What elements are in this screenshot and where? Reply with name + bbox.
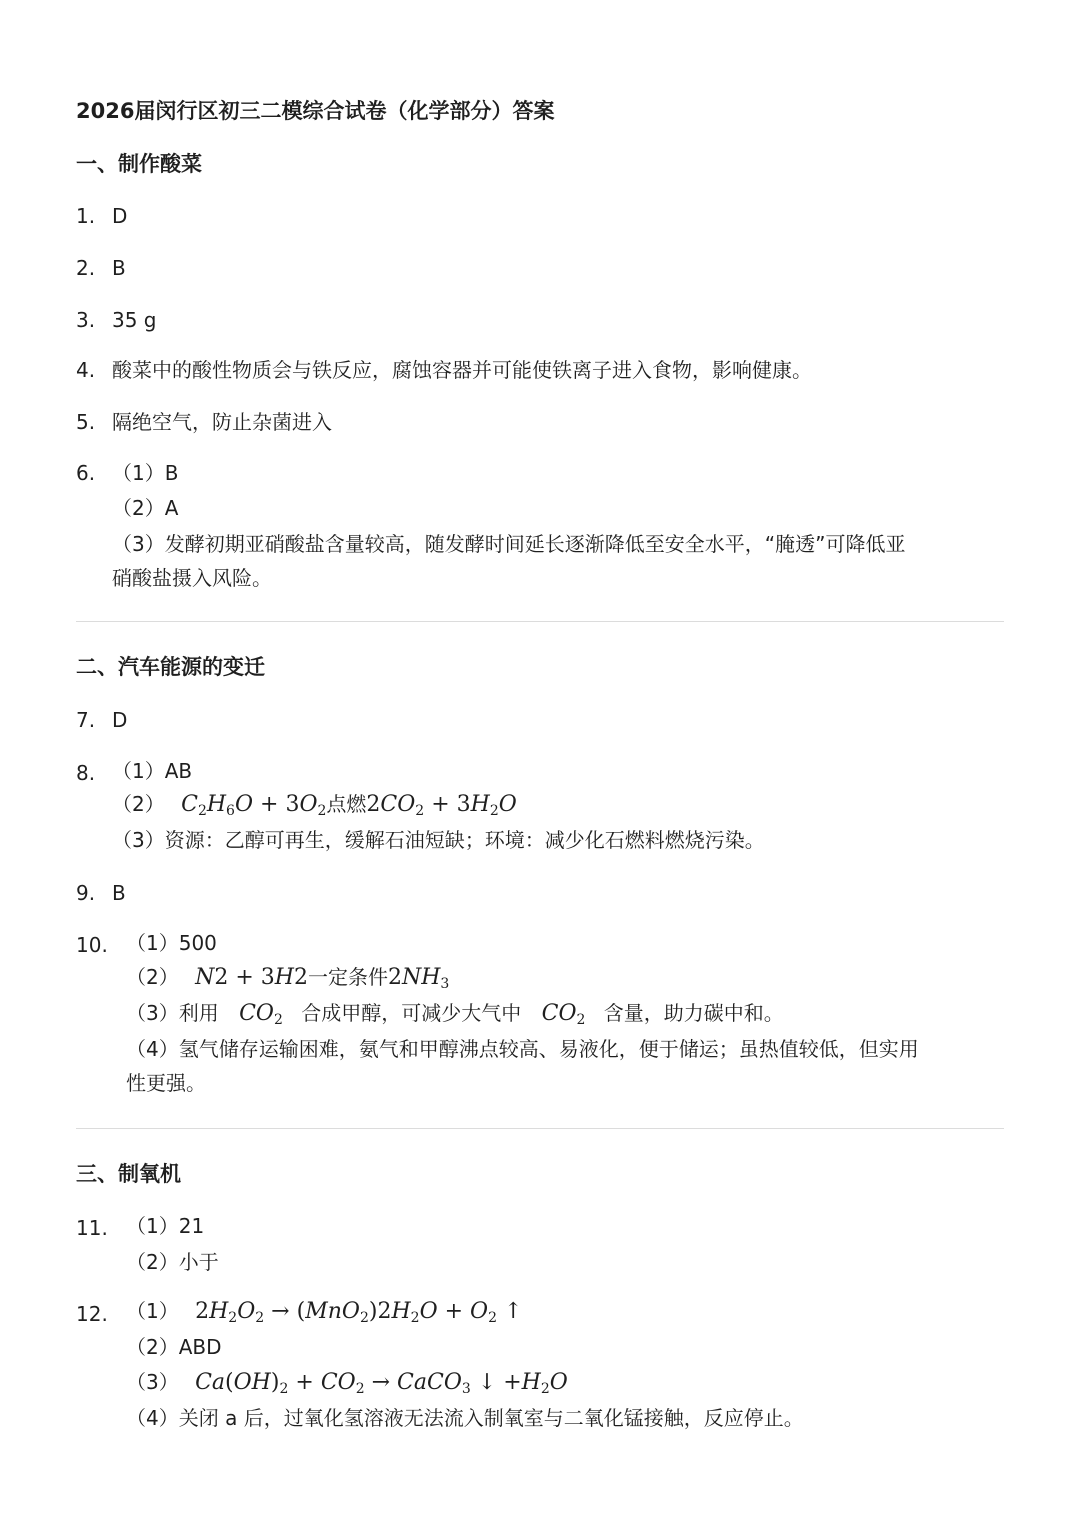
answer-3: 35 g xyxy=(112,308,157,332)
answer-10-part-4-continued: 性更强。 xyxy=(126,1071,206,1095)
question-number-11: 11. xyxy=(76,1216,108,1240)
question-number-3: 3. xyxy=(76,308,96,332)
answer-11-part-2: （2）小于 xyxy=(126,1250,219,1274)
section-divider xyxy=(76,621,1004,622)
answer-12-part-1-label: （1） xyxy=(126,1299,179,1323)
question-number-4: 4. xyxy=(76,358,96,382)
co2-formula: $CO_2$ xyxy=(541,1001,586,1028)
answer-12-part-3-label: （3） xyxy=(126,1370,179,1394)
answer-10-part-3-b: 合成甲醇，可减少大气中 xyxy=(301,1001,522,1025)
answer-10-part-1: （1）500 xyxy=(126,931,217,955)
answer-6-part-3-continued: 硝酸盐摄入风险。 xyxy=(112,566,272,590)
answer-10-part-3-c: 含量，助力碳中和。 xyxy=(603,1001,784,1025)
question-number-6: 6. xyxy=(76,461,96,485)
co2-formula: $CO_2$ xyxy=(239,1001,283,1028)
limewater-reaction-equation: $Ca(OH)_2 + CO_2$ → CaCO$_3$ ↓ $+H_2O$ xyxy=(195,1370,568,1397)
answer-10-part-2 xyxy=(126,964,449,991)
answer-8-part-3: （3）资源：乙醇可再生，缓解石油短缺；环境：减少化石燃料燃烧污染。 xyxy=(112,828,765,852)
answer-8-part-1: （1）AB xyxy=(112,759,193,783)
question-number-5: 5. xyxy=(76,410,96,434)
answer-8-part-2-label: （2） xyxy=(112,792,165,816)
page-title: 2026届闵行区初三二模综合试卷（化学部分）答案 xyxy=(76,99,555,123)
question-number-10: 10. xyxy=(76,933,108,957)
answer-12-part-1 xyxy=(126,1298,522,1325)
question-number-2: 2. xyxy=(76,256,96,280)
hydrogen-peroxide-decomposition-equation: $2H_2O_2 \to (MnO_2)2H_2O + O_2$ ↑ xyxy=(195,1299,523,1326)
answer-5: 隔绝空气，防止杂菌进入 xyxy=(112,410,332,434)
answer-10-part-3-a: （3）利用 xyxy=(126,1001,219,1025)
answer-8-part-2 xyxy=(112,791,517,818)
ethanol-combustion-equation: $C_2H_6O + 3O_2$点燃$2CO_2 + 3H_2O$ xyxy=(181,792,517,819)
answer-2: B xyxy=(112,256,126,280)
question-number-7: 7. xyxy=(76,708,96,732)
answer-7: D xyxy=(112,708,128,732)
answer-6-part-1: （1）B xyxy=(112,461,179,485)
answer-12-part-3 xyxy=(126,1369,568,1396)
reaction-condition: 一定条件 xyxy=(307,965,388,989)
answer-10-part-4: （4）氢气储存运输困难，氨气和甲醇沸点较高、易液化，便于储运；虽热值较低，但实用 xyxy=(126,1037,919,1061)
question-number-1: 1. xyxy=(76,204,96,228)
answer-6-part-3: （3）发酵初期亚硝酸盐含量较高，随发酵时间延长逐渐降低至安全水平，“腌透”可降低亚 xyxy=(112,532,906,556)
ammonia-synthesis-equation: N2 + 3H2一定条件$2NH_3$ xyxy=(195,965,450,992)
answer-12-part-2: （2）ABD xyxy=(126,1335,222,1359)
answer-6-part-2: （2）A xyxy=(112,496,179,520)
section-title-3: 三、制氧机 xyxy=(76,1162,181,1186)
section-title-1: 一、制作酸菜 xyxy=(76,152,202,176)
section-title-2: 二、汽车能源的变迁 xyxy=(76,655,265,679)
reaction-condition: 点燃 xyxy=(326,792,367,816)
answer-4: 酸菜中的酸性物质会与铁反应，腐蚀容器并可能使铁离子进入食物，影响健康。 xyxy=(112,358,812,382)
answer-11-part-1: （1）21 xyxy=(126,1214,205,1238)
answer-12-part-4: （4）关闭 a 后，过氧化氢溶液无法流入制氧室与二氧化锰接触，反应停止。 xyxy=(126,1406,804,1430)
answer-10-part-2-label: （2） xyxy=(126,965,179,989)
answer-10-part-3 xyxy=(126,1000,784,1027)
answer-9: B xyxy=(112,881,126,905)
answer-1: D xyxy=(112,204,128,228)
question-number-8: 8. xyxy=(76,761,96,785)
section-divider xyxy=(76,1128,1004,1129)
question-number-9: 9. xyxy=(76,881,96,905)
question-number-12: 12. xyxy=(76,1302,108,1326)
